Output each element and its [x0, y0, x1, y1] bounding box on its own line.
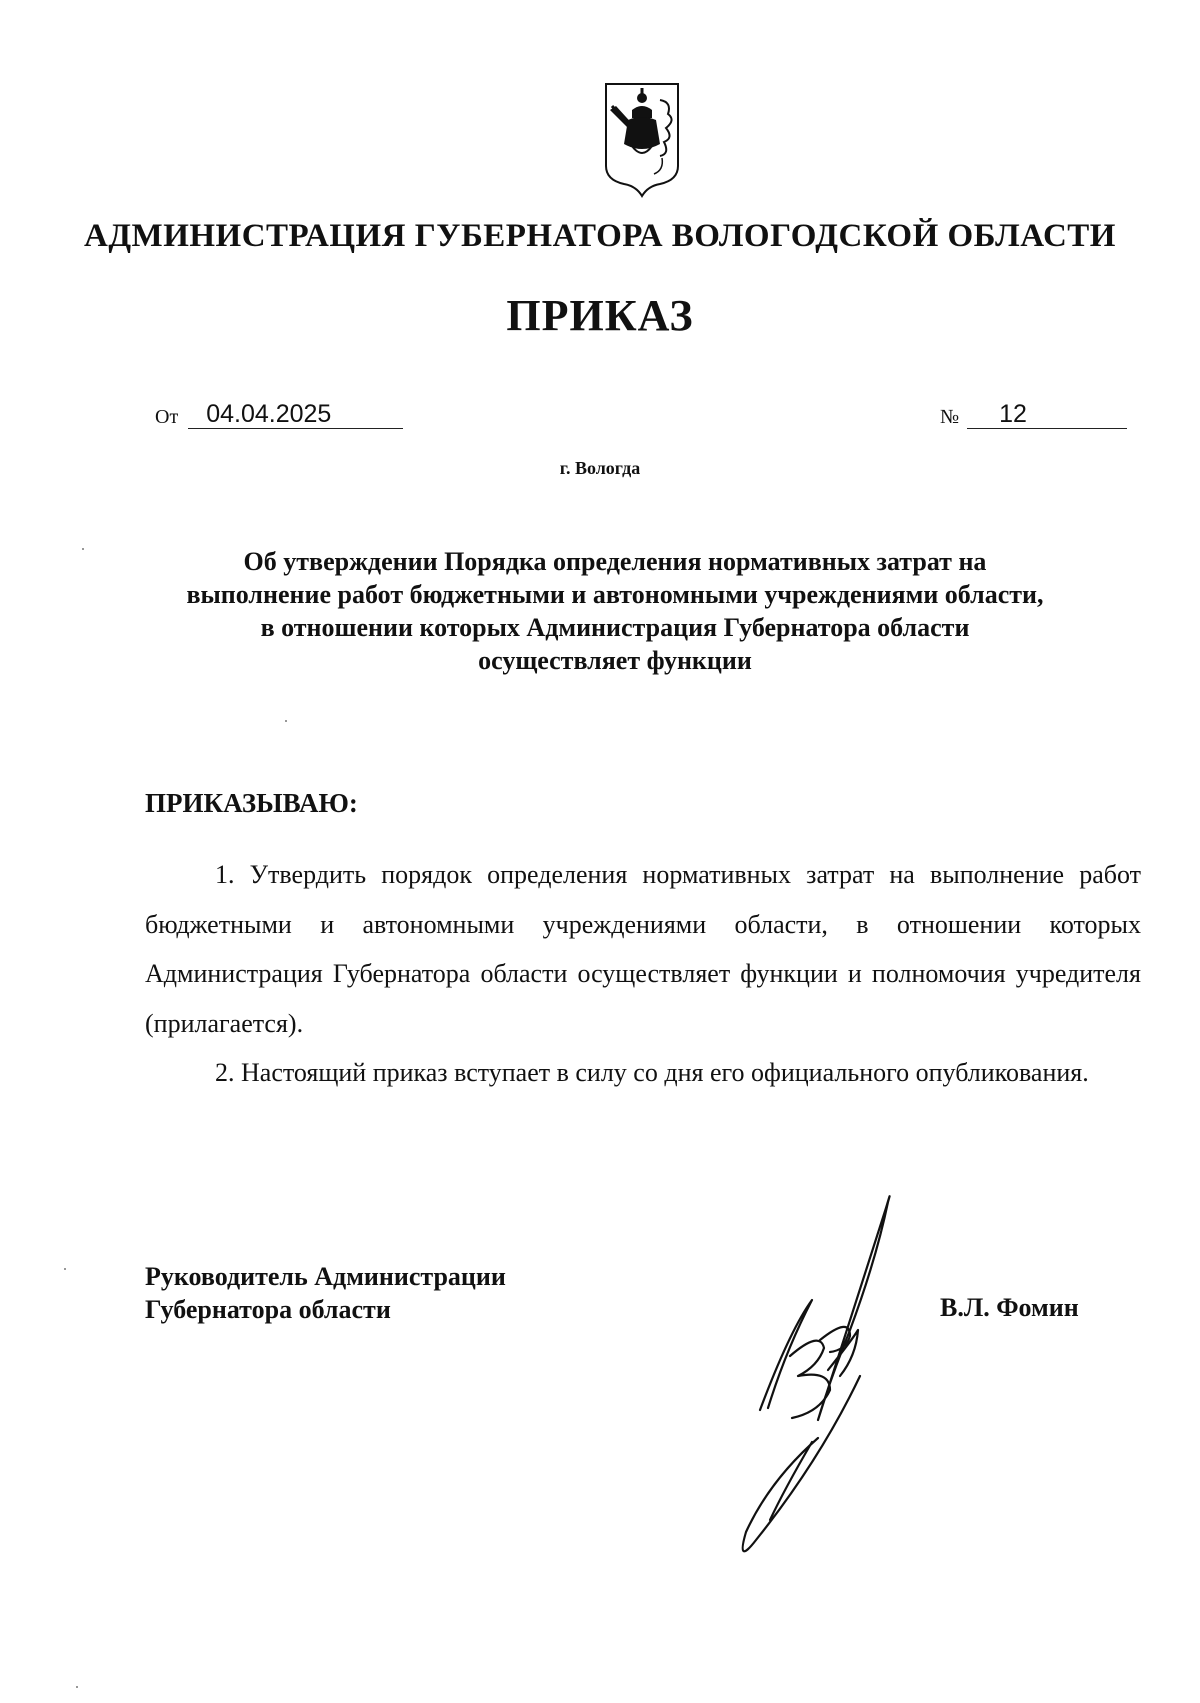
scan-speck [82, 548, 84, 550]
signatory-role-line: Руководитель Администрации [145, 1262, 506, 1291]
document-type-heading: ПРИКАЗ [506, 291, 694, 340]
scan-speck [76, 1686, 78, 1688]
city-label: г. Вологда [559, 458, 641, 478]
order-word: ПРИКАЗЫВАЮ: [145, 788, 358, 818]
number-value: 12 [967, 400, 1127, 429]
date-prefix: От [155, 406, 179, 428]
body-paragraph: 1. Утвердить порядок определения нормативных затрат на выполнение работ бюджетными и автономными учреждениями области, в отношении которых Администрация Губернатора области осуществляет функции и полномочия учредителя (прилагается). [145, 860, 1141, 1038]
organization-title: АДМИНИСТРАЦИЯ ГУБЕРНАТОРА ВОЛОГОДСКОЙ ОБЛАСТИ [84, 218, 1116, 254]
subject-line: в отношении которых Администрация Губернатора области [260, 613, 970, 642]
scan-speck [64, 1268, 66, 1270]
signatory-name: В.Л. Фомин [940, 1293, 1079, 1322]
signatory-role-line: Губернатора области [145, 1295, 391, 1324]
document-subject [120, 545, 1110, 677]
number-prefix: № [940, 406, 960, 428]
handwritten-signature [700, 1180, 940, 1560]
scan-speck [285, 720, 287, 722]
subject-line: осуществляет функции [478, 646, 752, 675]
number-row [940, 400, 1127, 429]
coat-of-arms-icon [602, 80, 682, 200]
body-paragraph: 2. Настоящий приказ вступает в силу со дня его официального опубликования. [215, 1058, 1089, 1087]
signatory-role [145, 1260, 506, 1326]
subject-line: выполнение работ бюджетными и автономными учреждениями области, [186, 580, 1044, 609]
date-row [155, 400, 403, 429]
date-value: 04.04.2025 [188, 400, 403, 429]
body-text [145, 850, 1141, 1098]
subject-line: Об утверждении Порядка определения нормативных затрат на [243, 547, 987, 576]
